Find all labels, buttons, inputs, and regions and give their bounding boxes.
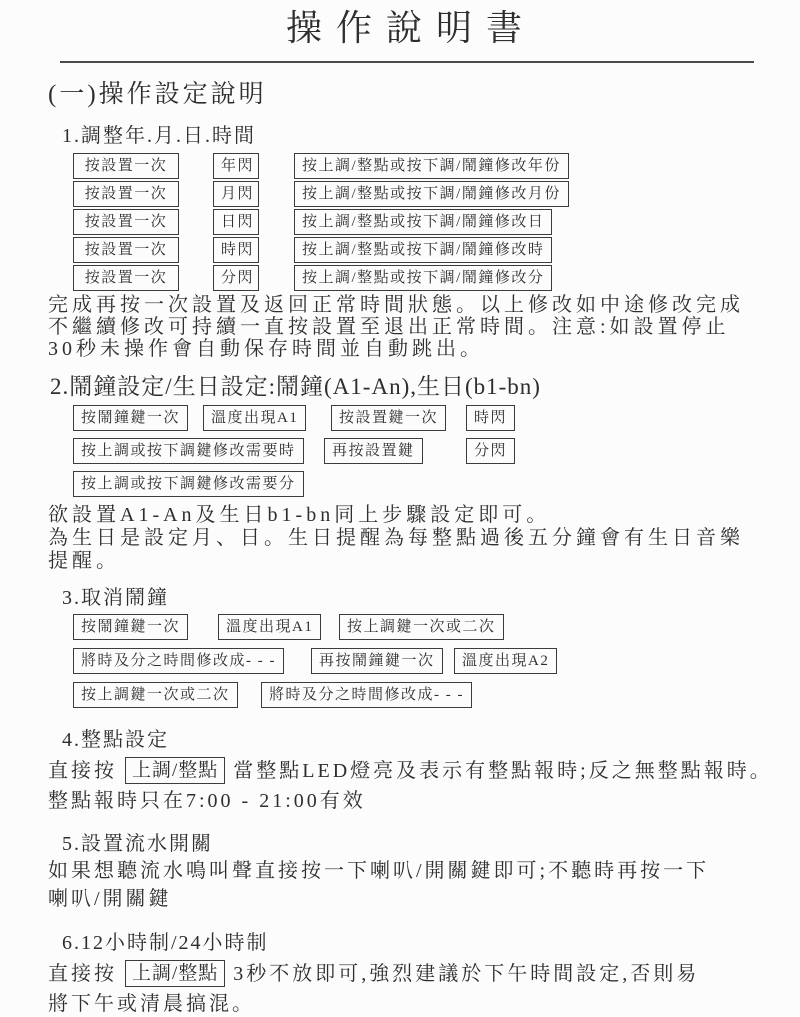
step-box: 將時及分之時間修改成- - - [261,682,472,708]
note-text: 完成再按一次設置及返回正常時間狀態。以上修改如中途修改完成 [48,293,744,316]
instruction-line [48,756,773,786]
step-box: 按設置一次 [73,209,179,235]
step-box: 按鬧鐘鍵一次 [73,405,188,431]
action-box: 按上調/整點或按下調/鬧鐘修改年份 [294,153,569,179]
flow-row [73,614,764,641]
flow-rows [73,153,764,291]
step-box: 按上調或按下調鍵修改需要時 [73,438,304,464]
action-box: 按上調/整點或按下調/鬧鐘修改分 [294,265,552,291]
section-1-heading: 1.調整年.月.日.時間 [62,124,256,147]
flow-row [73,153,764,179]
note-paragraph [48,294,764,360]
indicator-box: 日閃 [213,209,259,235]
display-box: 溫度出現A1 [203,405,306,431]
step-box: 按設置一次 [73,153,179,179]
flow-row [73,438,764,465]
step-box: 按設置一次 [73,265,179,291]
step-box: 按上調鍵一次或二次 [339,614,504,640]
note-text: 不繼續修改可持續一直按設置至退出正常時間。注意:如設置停止 [48,315,730,338]
flow-rows [73,614,764,709]
indicator-box: 分閃 [213,265,259,291]
flow-row [73,181,764,207]
step-box: 按上調或按下調鍵修改需要分 [73,471,304,497]
display-box: 溫度出現A1 [218,614,321,640]
instruction-line: 喇叭/開關鍵 [48,888,172,911]
section-alarm-birthday [48,373,764,574]
note-text: 欲設置A1-An及生日b1-bn同上步驟設定即可。 [48,504,551,527]
instruction-prefix: 直接按 [48,760,117,783]
instruction-suffix: 3秒不放即可,強烈建議於下午時間設定,否則易 [233,963,700,986]
up-chime-key-box: 上調/整點 [125,960,225,987]
action-box: 按上調/整點或按下調/鬧鐘修改月份 [294,181,569,207]
instruction-line [48,959,764,989]
flow-row [73,682,764,709]
section-hour-format [48,926,764,1017]
step-box: 再按鬧鐘鍵一次 [311,648,443,674]
action-box: 按上調/整點或按下調/鬧鐘修改日 [294,209,552,235]
step-box: 按設置一次 [73,181,179,207]
section-3-heading: 3.取消鬧鐘 [62,587,169,610]
action-box: 按上調/整點或按下調/鬧鐘修改時 [294,237,552,263]
section-5-heading: 5.設置流水開關 [62,833,213,856]
step-box: 按設置鍵一次 [331,405,446,431]
display-box: 溫度出現A2 [454,648,557,674]
page-title: 操作說明書 [285,8,536,48]
main-heading: (一)操作設定說明 [48,80,267,108]
note-text: 為生日是設定月、日。生日提醒為每整點過後五分鐘會有生日音樂 [48,527,744,550]
flow-row [73,237,764,263]
flow-rows [73,405,764,498]
section-6-heading: 6.12小時制/24小時制 [62,932,269,955]
flow-row [73,405,764,432]
title-divider [60,61,754,63]
step-box: 再按設置鍵 [324,438,423,464]
step-box: 按上調鍵一次或二次 [73,682,238,708]
indicator-box: 時閃 [466,405,515,431]
instruction-line: 如果想聽流水鳴叫聲直接按一下喇叭/開關鍵即可;不聽時再按一下 [48,860,710,883]
indicator-box: 分閃 [466,438,515,464]
step-box: 按鬧鐘鍵一次 [73,614,188,640]
indicator-box: 年閃 [213,153,259,179]
step-box: 按設置一次 [73,237,179,263]
instruction-suffix: 當整點LED燈亮及表示有整點報時;反之無整點報時。 [233,760,773,783]
step-box: 將時及分之時間修改成- - - [73,648,284,674]
instruction-line: 整點報時只在7:00 - 21:00有效 [48,790,366,813]
flow-row [73,265,764,291]
indicator-box: 月閃 [213,181,259,207]
flow-row [73,209,764,235]
note-paragraph [48,504,764,573]
flow-row [73,471,764,498]
section-2-heading: 2.鬧鐘設定/生日設定:鬧鐘(A1-An),生日(b1-bn) [50,373,541,399]
indicator-box: 時閃 [213,237,259,263]
section-hourly-chime [48,723,773,814]
up-chime-key-box: 上調/整點 [125,757,225,784]
section-water-switch [48,827,764,912]
section-cancel-alarm [48,581,764,709]
note-text: 30秒未操作會自動保存時間並自動跳出。 [48,337,484,360]
instruction-prefix: 直接按 [48,963,117,986]
flow-row [73,648,764,675]
instruction-line: 將下午或清晨搞混。 [48,993,255,1016]
section-adjust-datetime [48,119,764,360]
note-text: 提醒。 [48,550,120,573]
section-4-heading: 4.整點設定 [62,729,169,752]
